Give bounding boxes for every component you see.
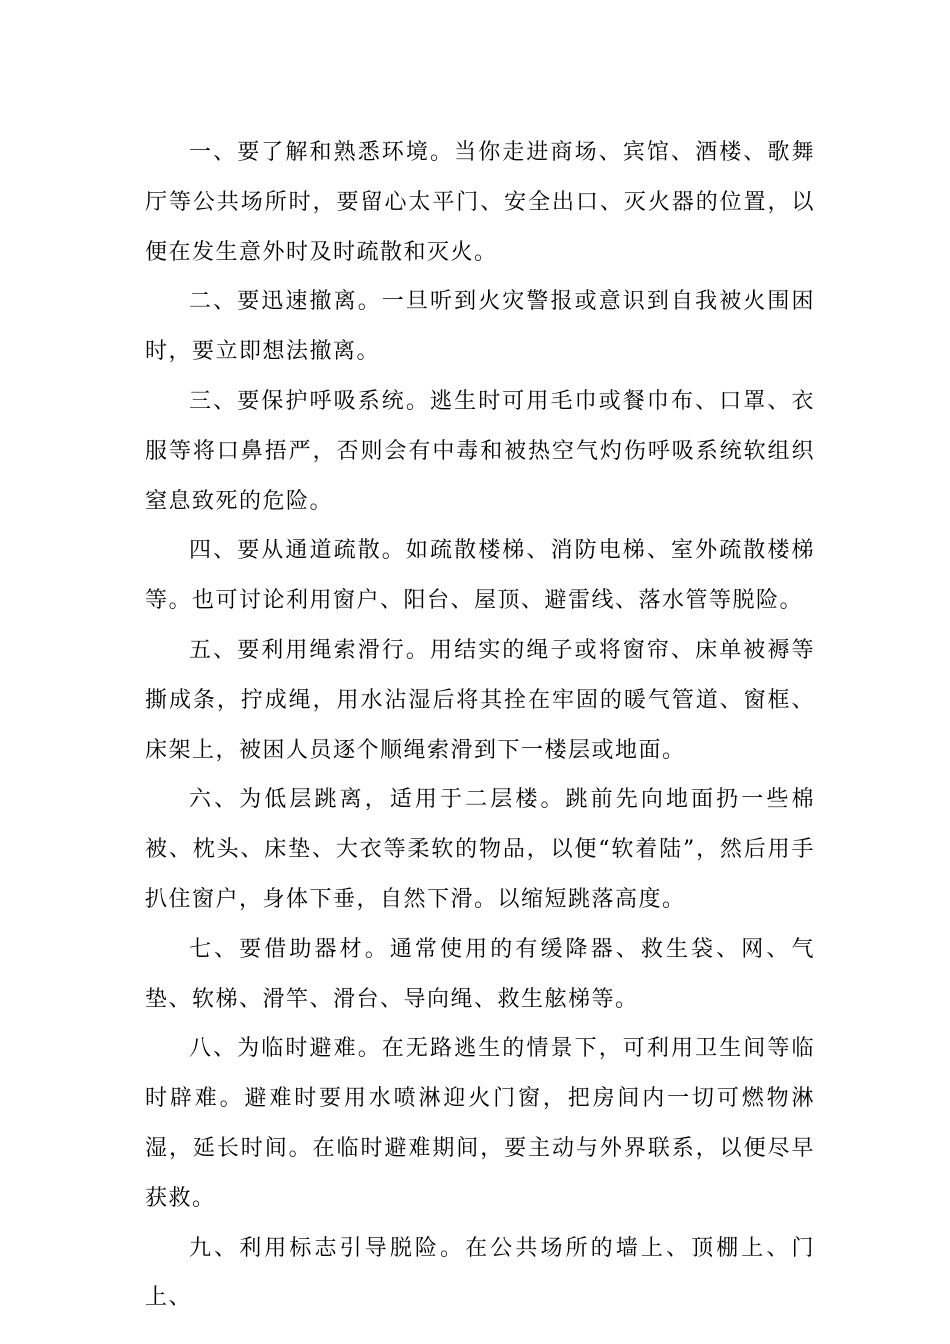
paragraph-5: 五、要利用绳索滑行。用结实的绳子或将窗帘、床单被褥等撕成条，拧成绳，用水沾湿后将其拴在牢固的暖气管道、窗框、床架上，被困人员逐个顺绳索滑到下一楼层或地面。 <box>145 637 815 763</box>
paragraph-9: 九、利用标志引导脱险。在公共场所的墙上、顶棚上、门上、 <box>145 1235 815 1311</box>
paragraph-8: 八、为临时避难。在无路逃生的情景下，可利用卫生间等临时辟难。避难时要用水喷淋迎火门窗，把房间内一切可燃物淋湿，延长时间。在临时避难期间，要主动与外界联系，以便尽早获救。 <box>145 1036 815 1211</box>
document-body <box>145 128 815 1323</box>
paragraph-6: 六、为低层跳离，适用于二层楼。跳前先向地面扔一些棉被、枕头、床垫、大衣等柔软的物品，以便“软着陆”，然后用手扒住窗户，身体下垂，自然下滑。以缩短跳落高度。 <box>145 787 815 912</box>
paragraph-4: 四、要从通道疏散。如疏散楼梯、消防电梯、室外疏散楼梯等。也可讨论利用窗户、阳台、屋顶、避雷线、落水管等脱险。 <box>145 538 815 614</box>
paragraph-1: 一、要了解和熟悉环境。当你走进商场、宾馆、酒楼、歌舞厅等公共场所时，要留心太平门、安全出口、灭火器的位置，以便在发生意外时及时疏散和灭火。 <box>145 140 815 265</box>
paragraph-7: 七、要借助器材。通常使用的有缓降器、救生袋、网、气垫、软梯、滑竿、滑台、导向绳、救生舷梯等。 <box>145 936 815 1012</box>
paragraph-3: 三、要保护呼吸系统。逃生时可用毛巾或餐巾布、口罩、衣服等将口鼻捂严，否则会有中毒和被热空气灼伤呼吸系统软组织窒息致死的危险。 <box>145 388 815 514</box>
paragraph-2: 二、要迅速撤离。一旦听到火灾警报或意识到自我被火围困时，要立即想法撤离。 <box>145 289 815 365</box>
